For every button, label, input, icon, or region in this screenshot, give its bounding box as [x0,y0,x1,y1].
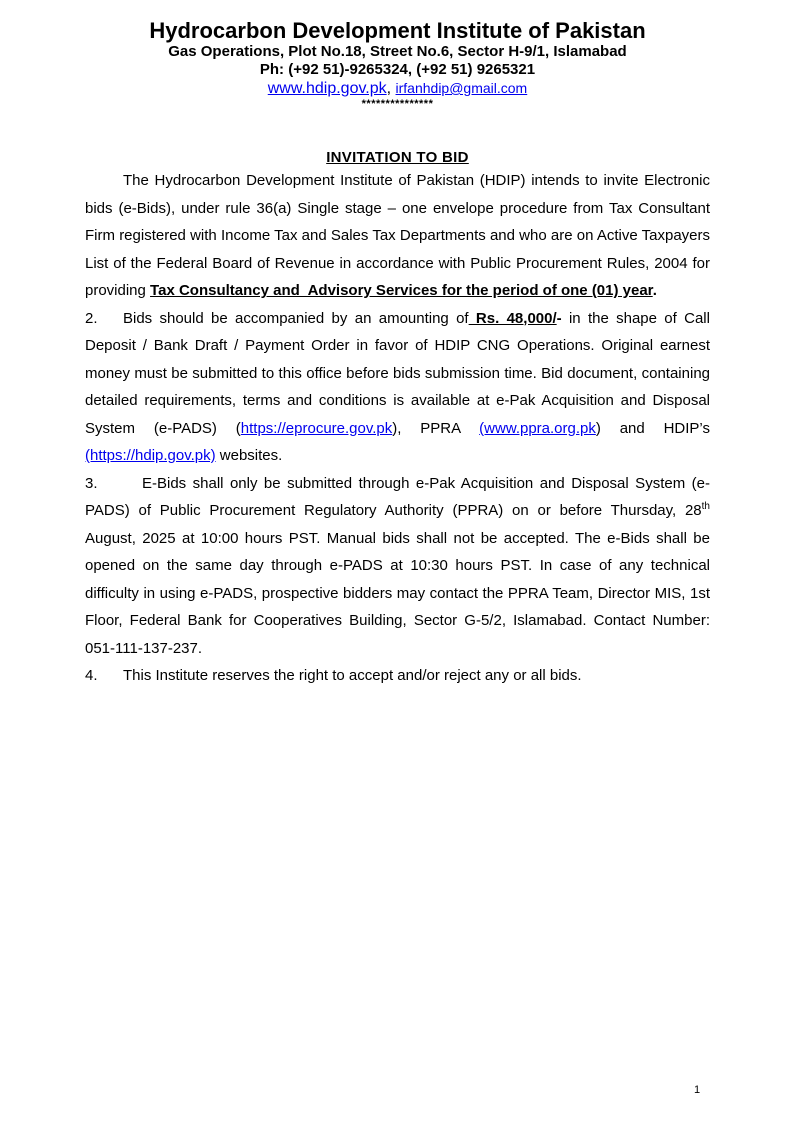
divider-asterisks: *************** [361,98,434,110]
paragraph-2-text-c: ), PPRA [392,419,480,437]
hdip-link[interactable]: (https://hdip.gov.pk) [85,447,216,464]
paragraph-3-text-a: E-Bids shall only be submitted through e-Pak Acquisition and Disposal System (e-PADS) of Public Procurement Regulatory Authority (PPRA) on or before Thursday, 28 [85,474,710,519]
org-address: Gas Operations, Plot No.18, Street No.6, Sector H-9/1, Islamabad [168,43,627,60]
paragraph-4-text: This Institute reserves the right to accept and/or reject any or all bids. [123,667,582,684]
paragraph-1 [85,167,710,305]
document-title-row [85,149,710,167]
document-title: INVITATION TO BID [326,149,469,166]
links-separator: , [386,80,396,97]
website-link[interactable]: www.hdip.gov.pk [267,80,387,97]
paragraph-3-number: 3. [85,474,98,492]
paragraph-4-number: 4. [85,667,98,684]
paragraph-2-text-d: ) and HDIP’s [595,419,710,437]
paragraph-1-period: . [652,282,657,299]
email-link[interactable]: irfanhdip@gmail.com [395,80,528,96]
bid-amount-tail: - [556,309,562,327]
page-number: 1 [694,1084,701,1096]
services-highlight: Tax Consultancy and Advisory Services for the period of one (01) year [150,282,653,299]
paragraph-4 [85,662,710,690]
org-title: Hydrocarbon Development Institute of Pakistan [149,18,646,43]
ppra-link[interactable]: (www.ppra.org.pk [479,419,596,437]
paragraph-2-number: 2. [85,309,98,327]
paragraph-1-text: The Hydrocarbon Development Institute of Pakistan (HDIP) intends to invite Electronic bids (e-Bids), under rule 36(a) Single stage – one envelope procedure from Tax Consultant Firm registered with Income Tax and Sales Tax Departments and who are on Active Taxpayers List of the Federal Board of Revenue in accordance with Public Procurement Rules, 2004 for providing [85,172,710,299]
contact-links [85,79,710,98]
ordinal-superscript: th [701,501,710,512]
paragraph-3-text-b: August, 2025 at 10:00 hours PST. Manual bids shall not be accepted. The e-Bids shall be opened on the same day through e-PADS at 10:30 hours PST. In case of any technical difficulty in using e-PADS, prospective bidders may contact the PPRA Team, Director MIS, 1st Floor, Federal Bank for Cooperatives Building, Sector G-5/2, Islamabad. Contact Number: 051-111-137-237. [85,529,710,657]
paragraph-2-text-b: in the shape of Call Deposit / Bank Draft / Payment Order in favor of HDIP CNG Operations. Original earnest money must be submitted to this office before bids submission time. Bid document, containing detailed requirements, terms and conditions is available at e-Pak Acquisition and Disposal System (e-PADS) ( [85,309,710,437]
paragraph-2 [85,305,710,470]
bid-amount: Rs. 48,000/ [468,309,557,327]
letterhead [85,18,710,110]
paragraph-2-text-e: websites. [215,447,283,464]
org-phone: Ph: (+92 51)-9265324, (+92 51) 9265321 [259,61,536,78]
eprocure-link[interactable]: https://eprocure.gov.pk [240,419,393,437]
paragraph-2-text-a: Bids should be accompanied by an amounting of [123,309,469,327]
paragraph-3 [85,470,710,663]
